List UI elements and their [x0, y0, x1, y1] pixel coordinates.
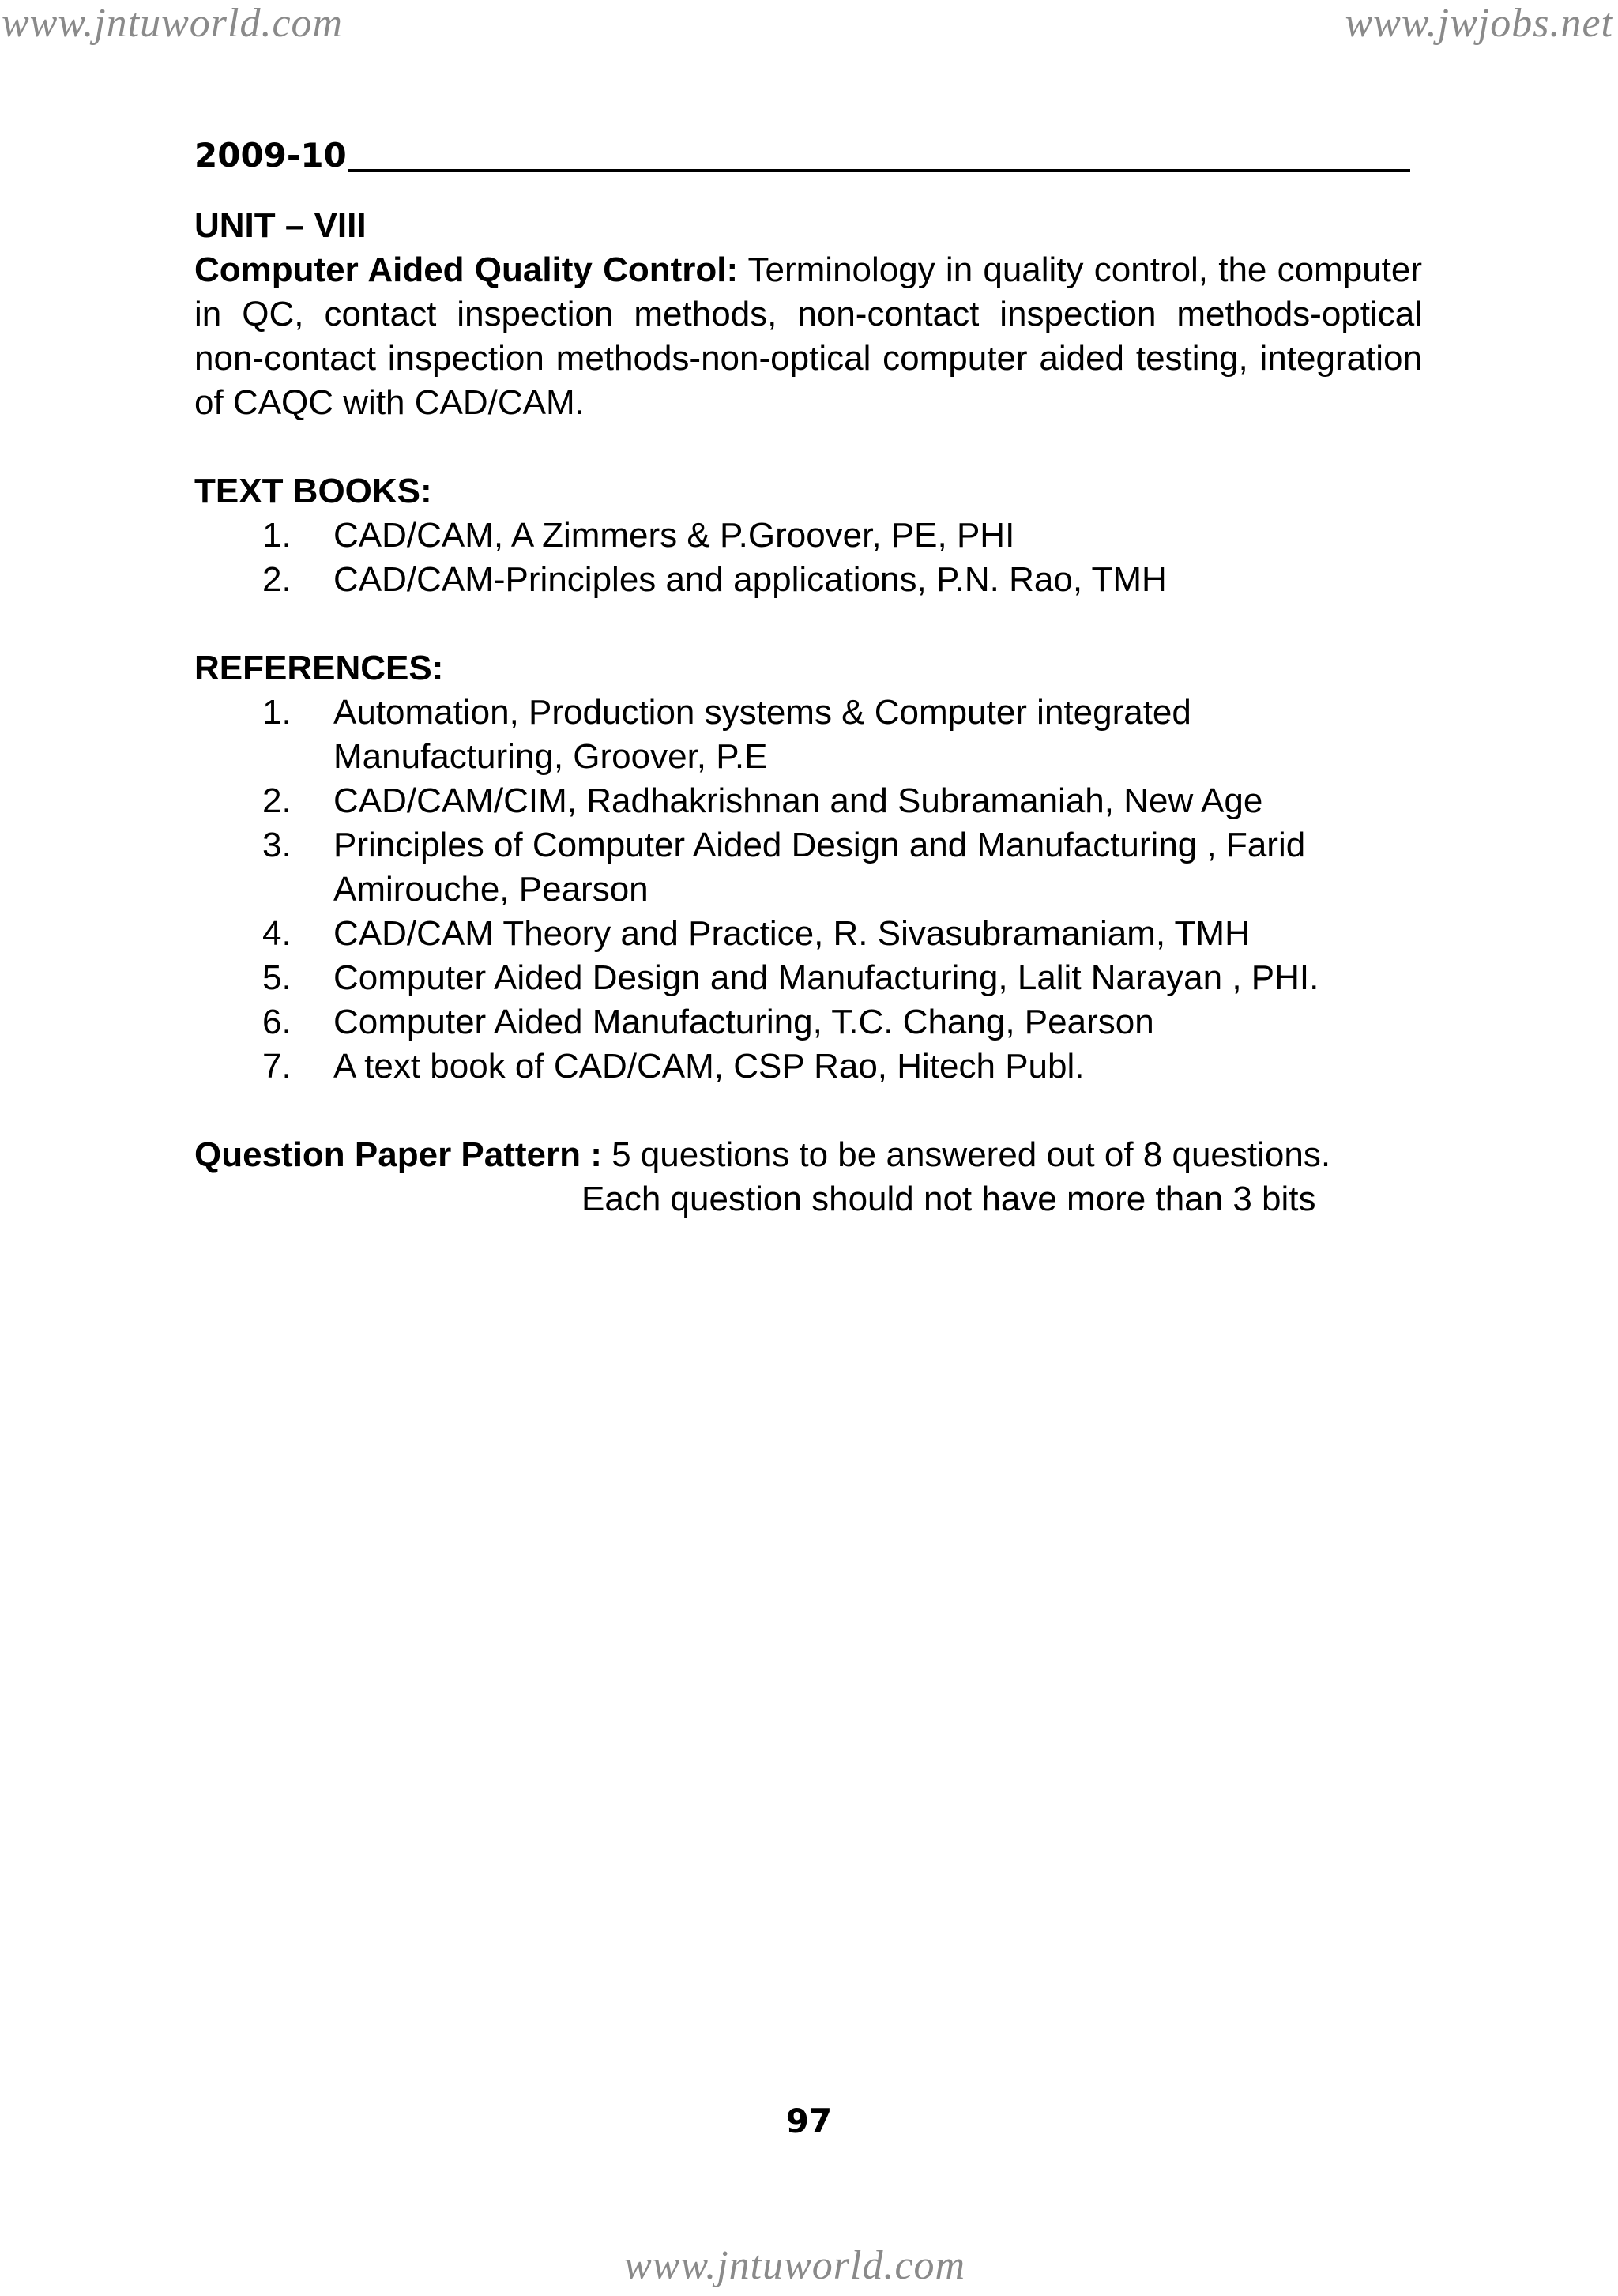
item-text: CAD/CAM-Principles and applications, P.N. Rao, TMH: [333, 560, 1167, 599]
header-rule: [348, 169, 1410, 172]
references-heading: REFERENCES:: [194, 649, 444, 687]
item-number: 5.: [262, 958, 292, 997]
item-text: Computer Aided Manufacturing, T.C. Chang, Pearson: [333, 1003, 1154, 1041]
list-item: [194, 1000, 1422, 1044]
item-text: CAD/CAM Theory and Practice, R. Sivasubramaniam, TMH: [333, 914, 1250, 953]
academic-year: 2009-10: [194, 136, 347, 175]
list-item: [194, 691, 1422, 779]
question-pattern-line-2: Each question should not have more than 3 bits: [581, 1180, 1316, 1218]
item-text: A text book of CAD/CAM, CSP Rao, Hitech Publ.: [333, 1047, 1085, 1086]
item-number: 4.: [262, 914, 292, 953]
list-item: [194, 823, 1422, 912]
item-number: 7.: [262, 1047, 292, 1086]
list-item: [194, 558, 1422, 602]
page-number: 97: [785, 2102, 833, 2140]
list-item: [194, 956, 1422, 1000]
watermark-bottom: www.jntuworld.com: [624, 2243, 966, 2288]
unit-description: [194, 248, 1422, 425]
watermark-top-left: www.jntuworld.com: [2, 1, 344, 46]
question-paper-pattern: [194, 1133, 1422, 1221]
item-number: 2.: [262, 781, 292, 820]
text-books-heading: TEXT BOOKS:: [194, 472, 432, 510]
list-item: [194, 514, 1422, 558]
references-list: [194, 691, 1422, 1089]
item-number: 1.: [262, 693, 292, 732]
list-item: [194, 912, 1422, 956]
text-books-list: [194, 514, 1422, 602]
item-text: CAD/CAM/CIM, Radhakrishnan and Subramaniah, New Age: [333, 781, 1263, 820]
year-header: [194, 133, 1403, 179]
question-pattern-line-1: [194, 1133, 1422, 1177]
unit-title: UNIT – VIII: [194, 206, 367, 245]
syllabus-content: [194, 204, 1422, 1221]
item-number: 6.: [262, 1003, 292, 1041]
item-number: 3.: [262, 826, 292, 864]
item-text: CAD/CAM, A Zimmers & P.Groover, PE, PHI: [333, 516, 1015, 555]
item-text: Automation, Production systems & Computer integrated Manufacturing, Groover, P.E: [333, 693, 1191, 776]
unit-topic-text: Terminology in quality control, the computer in QC, contact inspection methods, non-contact inspection methods-optical non-contact inspection methods-non-optical computer aided testing, integration of CAQC with CAD/CAM.: [194, 250, 1422, 422]
item-text: Principles of Computer Aided Design and Manufacturing , Farid Amirouche, Pearson: [333, 826, 1306, 909]
question-pattern-text: 5 questions to be answered out of 8 questions.: [601, 1135, 1331, 1174]
watermark-top-right: www.jwjobs.net: [1345, 1, 1613, 46]
item-number: 1.: [262, 516, 292, 555]
item-number: 2.: [262, 560, 292, 599]
list-item: [194, 779, 1422, 823]
list-item: [194, 1044, 1422, 1089]
question-pattern-label: Question Paper Pattern :: [194, 1135, 602, 1174]
unit-topic-title: Computer Aided Quality Control:: [194, 250, 739, 289]
item-text: Computer Aided Design and Manufacturing, Lalit Narayan , PHI.: [333, 958, 1319, 997]
